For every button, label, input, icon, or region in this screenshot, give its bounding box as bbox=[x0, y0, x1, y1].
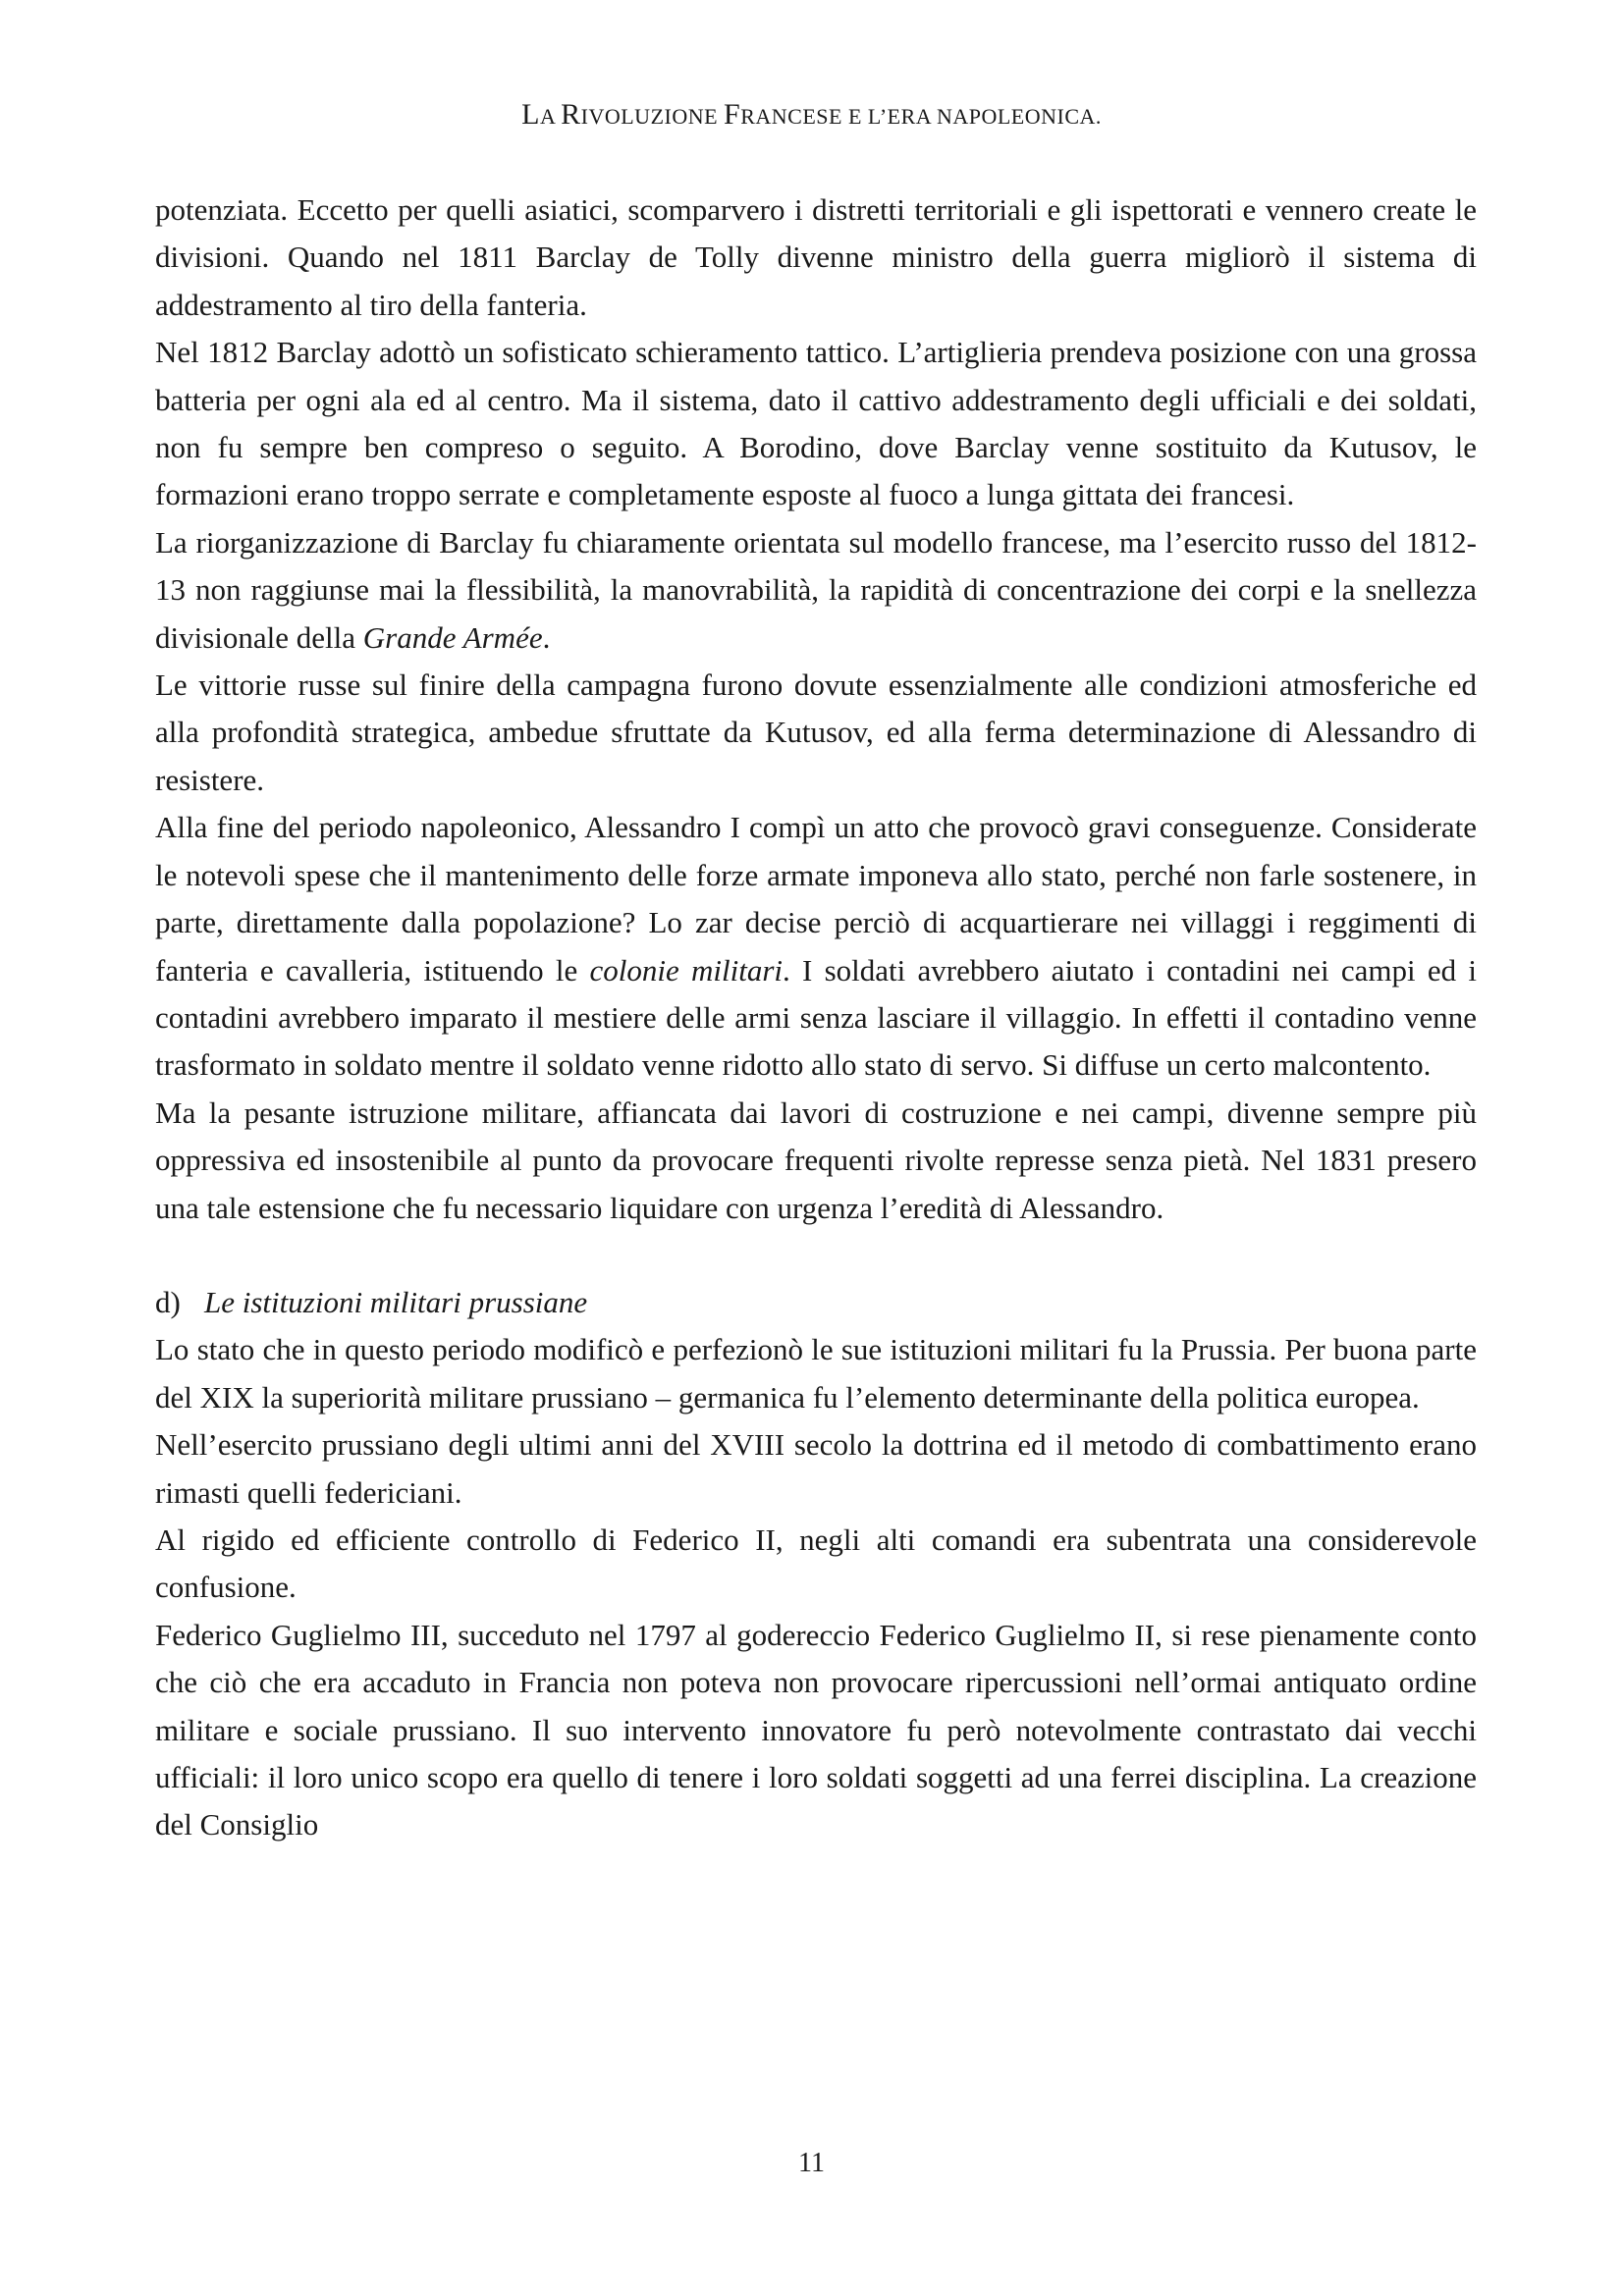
section-spacer bbox=[155, 1232, 1477, 1279]
paragraph: Al rigido ed efficiente controllo di Federico II, negli alti comandi era subentrata una considerevole confusione. bbox=[155, 1522, 1477, 1605]
section-heading bbox=[155, 1279, 1477, 1326]
italic-term: colonie militari bbox=[589, 952, 784, 988]
header-initial-2: R bbox=[561, 98, 581, 131]
paragraph-text: . I soldati avrebbero aiutato i contadini nei campi ed i contadini avrebbero imparato il mestiere delle armi senza lasciare il villaggio. In effetti il contadino venne trasformato in soldato mentre il soldato venne ridotto allo stato di servo. Si diffuse un certo malcontento. bbox=[155, 952, 1477, 1083]
running-header bbox=[0, 98, 1623, 132]
paragraph-text: . bbox=[542, 619, 551, 655]
header-text-2: IVOLUZIONE bbox=[580, 104, 725, 129]
paragraph: potenziata. Eccetto per quelli asiatici, scomparvero i distretti territoriali e gli ispettorati e vennero create le divisioni. Quando nel 1811 Barclay de Tolly divenne ministro della guerra migliorò il sistema di addestramento al tiro della fanteria. bbox=[155, 192, 1477, 322]
paragraph bbox=[155, 519, 1477, 662]
page-number: 11 bbox=[798, 2148, 825, 2178]
paragraph: Ma la pesante istruzione militare, affiancata dai lavori di costruzione e nei campi, divenne sempre più oppressiva ed insostenibile al punto da provocare frequenti rivolte represse senza pietà. Nel 1831 presero una tale estensione che fu necessario liquidare con urgenza l’eredità di Alessandro. bbox=[155, 1095, 1477, 1225]
paragraph: Nel 1812 Barclay adottò un sofisticato schieramento tattico. L’artiglieria prendeva posizione con una grossa batteria per ogni ala ed al centro. Ma il sistema, dato il cattivo addestramento degli ufficiali e dei soldati, non fu sempre ben compreso o seguito. A Borodino, dove Barclay venne sostituito da Kutusov, le formazioni erano troppo serrate e completamente esposte al fuoco a lunga gittata dei francesi. bbox=[155, 335, 1477, 512]
paragraph: Lo stato che in questo periodo modificò e perfezionò le sue istituzioni militari fu la Prussia. Per buona parte del XIX la superiorità militare prussiano – germanica fu l’elemento determinante della politica europea. bbox=[155, 1332, 1477, 1415]
paragraph: Le vittorie russe sul finire della campagna furono dovute essenzialmente alle condizioni atmosferiche ed alla profondità strategica, ambedue sfruttate da Kutusov, ed alla ferma determinazione di Alessandro di resistere. bbox=[155, 667, 1477, 797]
paragraph: Federico Guglielmo III, succeduto nel 1797 al godereccio Federico Guglielmo II, si rese pienamente conto che ciò che era accaduto in Francia non poteva non provocare ripercussioni nell’ormai antiquato ordine militare e sociale prussiano. Il suo intervento innovatore fu però notevolmente contrastato dai vecchi ufficiali: il loro unico scopo era quello di tenere i loro soldati soggetti ad una ferrei disciplina. La creazione del Consiglio bbox=[155, 1617, 1477, 1842]
header-text-3: RANCESE E L’ERA NAPOLEONICA. bbox=[740, 104, 1102, 129]
header-initial-3: F bbox=[724, 98, 741, 131]
header-initial-1: L bbox=[521, 98, 540, 131]
header-text-1: A bbox=[539, 104, 562, 129]
paragraph-text: Alla fine del periodo napoleonico, Alessandro I compì un atto che provocò gravi conseguenze. Considerate le notevoli spese che il mantenimento delle forze armate imponeva allo stato, perché non farle sostenere, in parte, direttamente dalla popolazione? Lo zar decise perciò di acquartierare nei villaggi i reggimenti di fanteria e cavalleria, istituendo le bbox=[155, 810, 1477, 988]
italic-term: Grande Armée bbox=[362, 619, 543, 655]
paragraph bbox=[155, 804, 1477, 1089]
paragraph: Nell’esercito prussiano degli ultimi anni del XVIII secolo la dottrina ed il metodo di combattimento erano rimasti quelli federiciani. bbox=[155, 1427, 1477, 1510]
section-title: Le istituzioni militari prussiane bbox=[204, 1284, 588, 1319]
section-label: d) bbox=[155, 1284, 181, 1319]
paragraph-text: La riorganizzazione di Barclay fu chiaramente orientata sul modello francese, ma l’esercito russo del 1812-13 non raggiunse mai la flessibilità, la manovrabilità, la rapidità di concentrazione dei corpi e la snellezza divisionale della bbox=[155, 524, 1477, 655]
body-text bbox=[155, 187, 1477, 1849]
